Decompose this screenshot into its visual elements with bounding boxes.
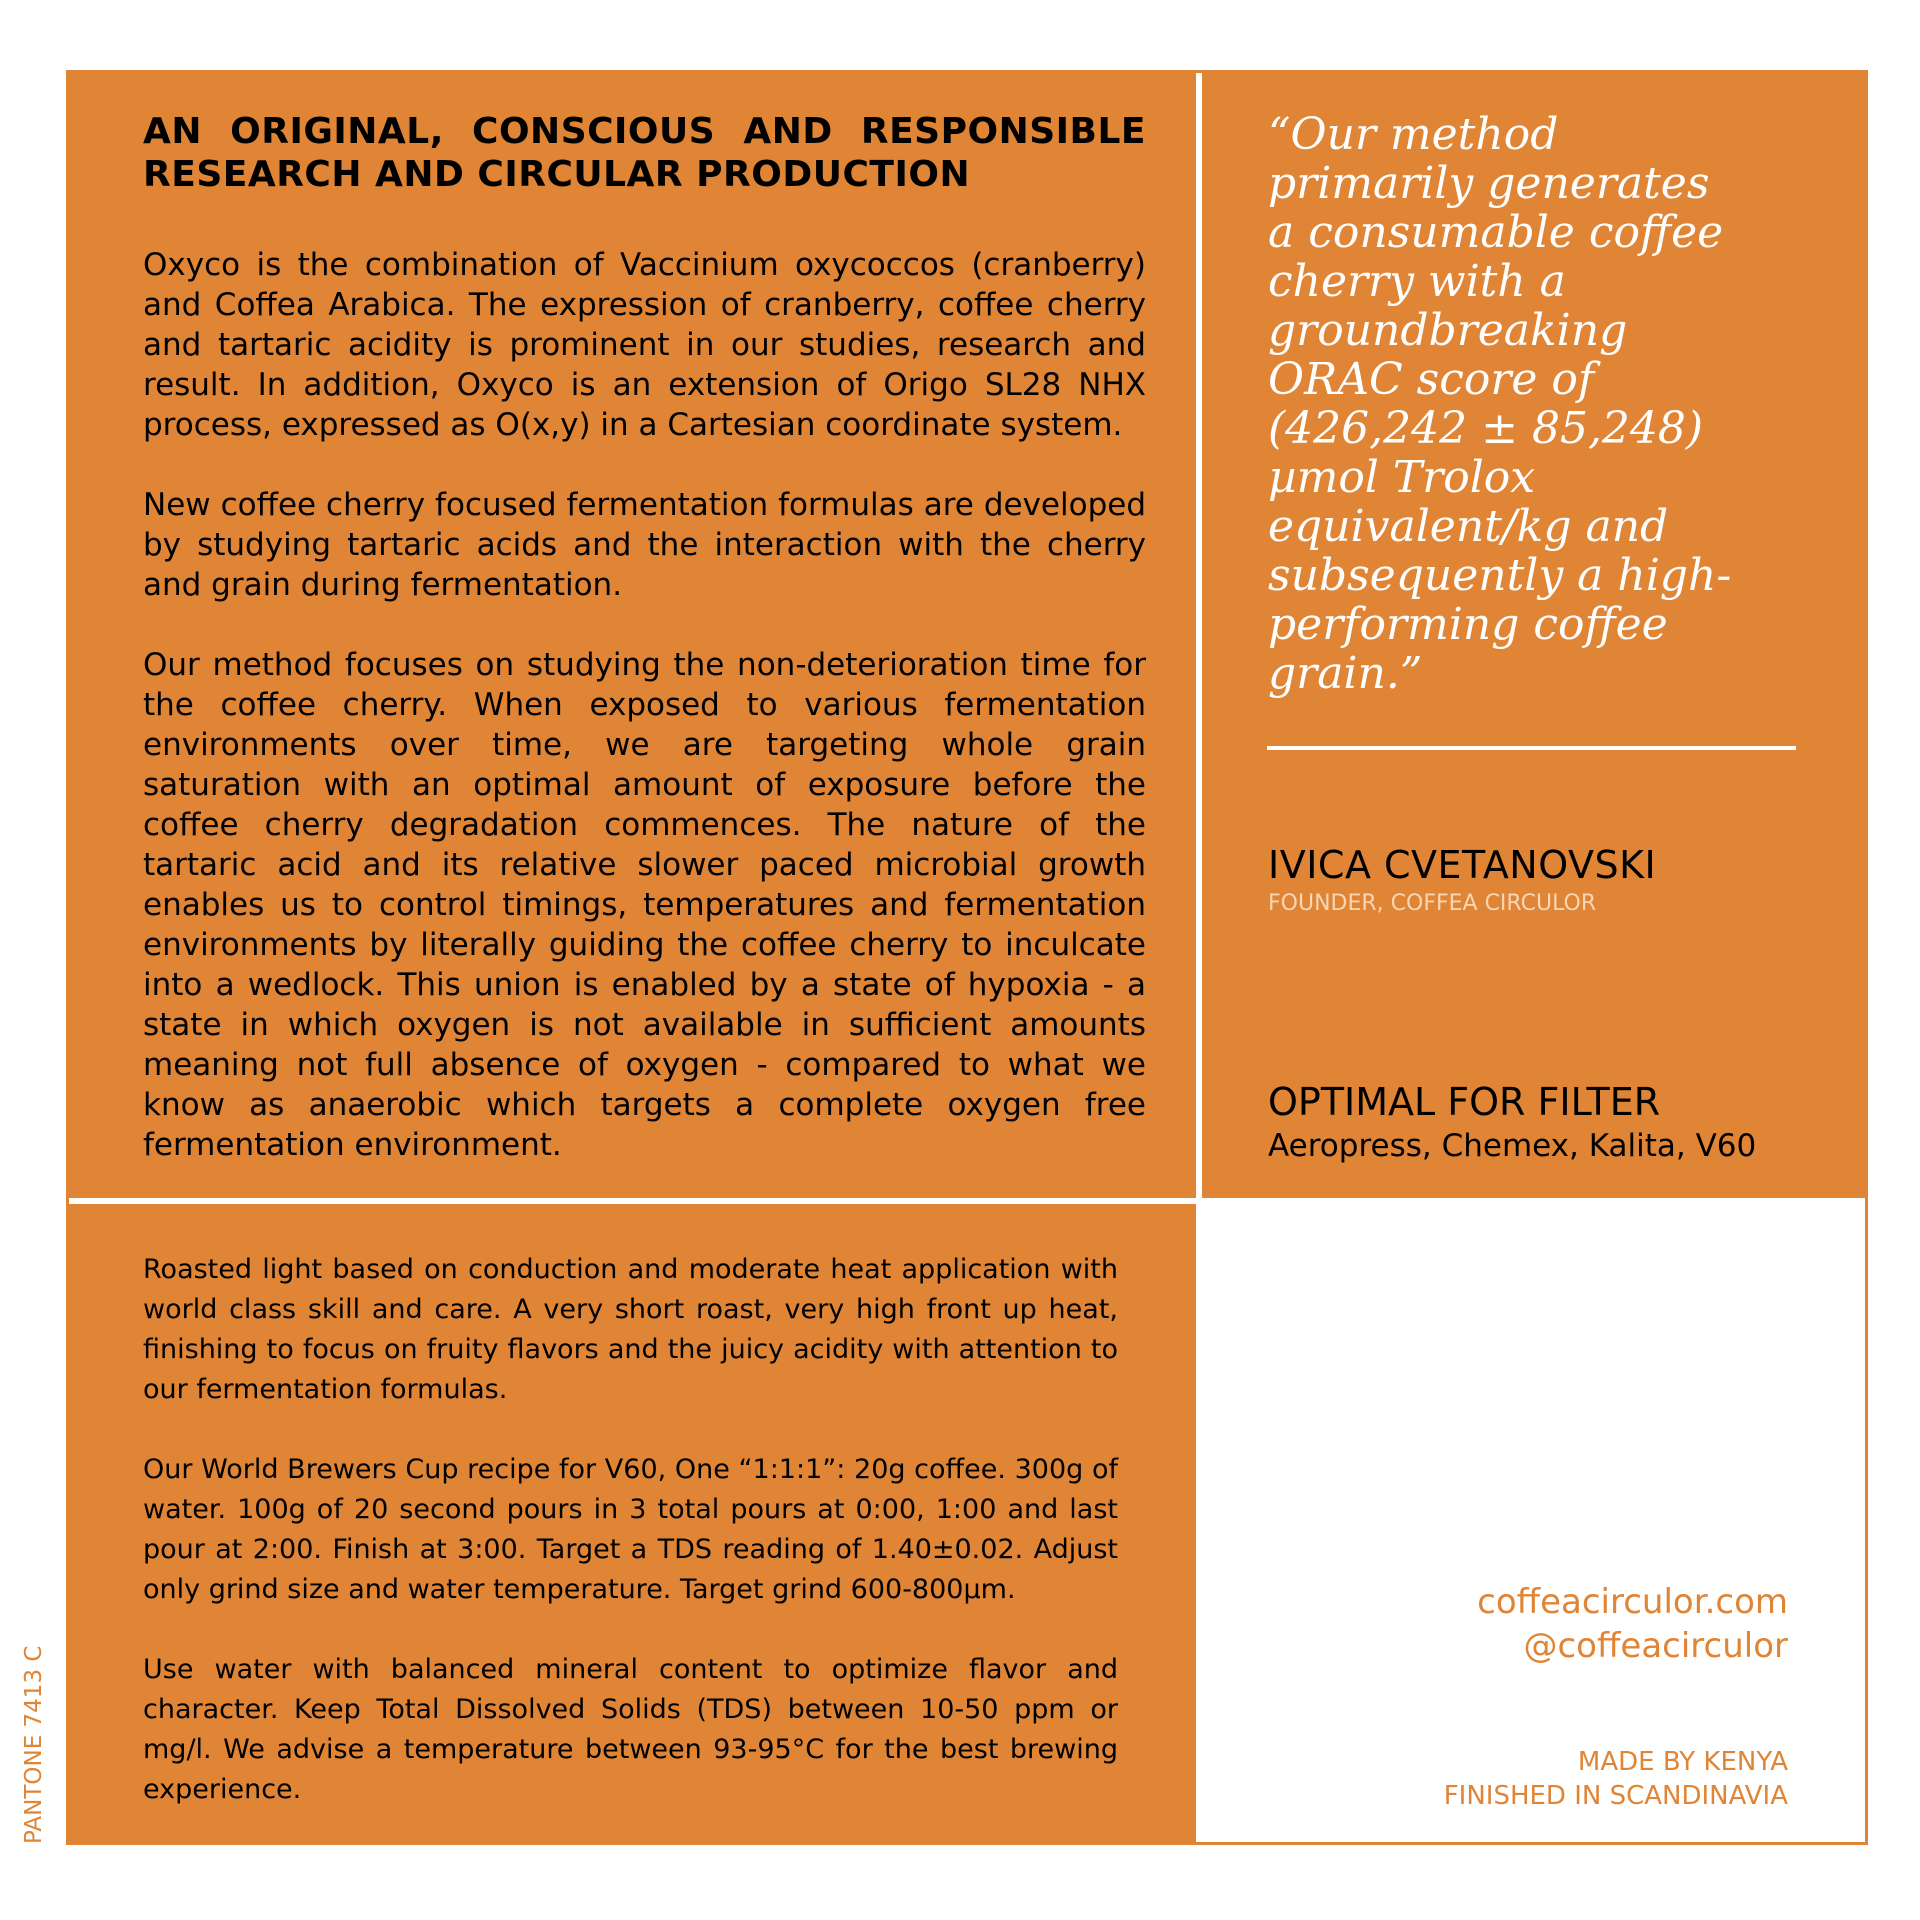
contact-block bbox=[1477, 1580, 1788, 1668]
fermentation-paragraph: New coffee cherry focused fermentation formulas are developed by studying tartaric acids and the interaction with the cherry and grain during fermentation. bbox=[143, 487, 1146, 603]
website-link[interactable]: coffeacirculor.com bbox=[1477, 1582, 1788, 1622]
founder-title: FOUNDER, COFFEA CIRCULOR bbox=[1268, 891, 1597, 916]
origin-block bbox=[1444, 1745, 1788, 1813]
quote-divider bbox=[1267, 746, 1796, 750]
water-paragraph: Use water with balanced mineral content to optimize flavor and character. Keep Total Dissolved Solids (TDS) between 10-50 ppm or mg/l. We advise a temperature between 93-95°C for the best brewing experience. bbox=[143, 1654, 1118, 1805]
founder-quote: “Our method primarily generates a consumable coffee cherry with a groundbreaking ORAC score of (426,242 ± 85,248) µmol Trolox equivalent/kg and subsequently a high-performing coffee grain.” bbox=[1268, 109, 1732, 699]
method-paragraph: Our method focuses on studying the non-deterioration time for the coffee cherry. When exposed to various fermentation environments over time, we are targeting whole grain saturation with an optimal amount of exposure before the coffee cherry degradation commences. The nature of the tartaric acid and its relative slower paced microbial growth enables us to control timings, temperatures and fermentation environments by literally guiding the coffee cherry to inculcate into a wedlock. This union is enabled by a state of hypoxia - a state in which oxygen is not available in sufficient amounts meaning not full absence of oxygen - compared to what we know as anaerobic which targets a complete oxygen free fermentation environment. bbox=[143, 647, 1146, 1163]
main-heading: AN ORIGINAL, CONSCIOUS AND RESPONSIBLE RESEARCH AND CIRCULAR PRODUCTION bbox=[143, 111, 1146, 195]
recipe-paragraph: Our World Brewers Cup recipe for V60, One “1:1:1”: 20g coffee. 300g of water. 100g of 20 second pours in 3 total pours at 0:00, 1:00 and last pour at 2:00. Finish at 3:00. Target a TDS reading of 1.40±0.02. Adjust only grind size and water temperature. Target grind 600-800µm. bbox=[143, 1454, 1118, 1605]
social-handle[interactable]: @coffeacirculor bbox=[1523, 1626, 1788, 1666]
optimal-for-filter-heading: OPTIMAL FOR FILTER bbox=[1268, 1080, 1661, 1124]
brew-methods: Aeropress, Chemex, Kalita, V60 bbox=[1268, 1128, 1757, 1164]
made-by: MADE BY KENYA bbox=[1577, 1747, 1788, 1777]
roast-paragraph: Roasted light based on conduction and moderate heat application with world class skill and care. A very short roast, very high front up heat, finishing to focus on fruity flavors and the juicy acidity with attention to our fermentation formulas. bbox=[143, 1254, 1118, 1405]
oxyco-paragraph: Oxyco is the combination of Vaccinium oxycoccos (cranberry) and Coffea Arabica. The expression of cranberry, coffee cherry and tartaric acidity is prominent in our studies, research and result. In addition, Oxyco is an extension of Origo SL28 NHX process, expressed as O(x,y) in a Cartesian coordinate system. bbox=[143, 247, 1146, 443]
pantone-label: PANTONE 7413 C bbox=[21, 1645, 47, 1844]
finished-in: FINISHED IN SCANDINAVIA bbox=[1443, 1781, 1788, 1811]
founder-name: IVICA CVETANOVSKI bbox=[1268, 843, 1657, 887]
